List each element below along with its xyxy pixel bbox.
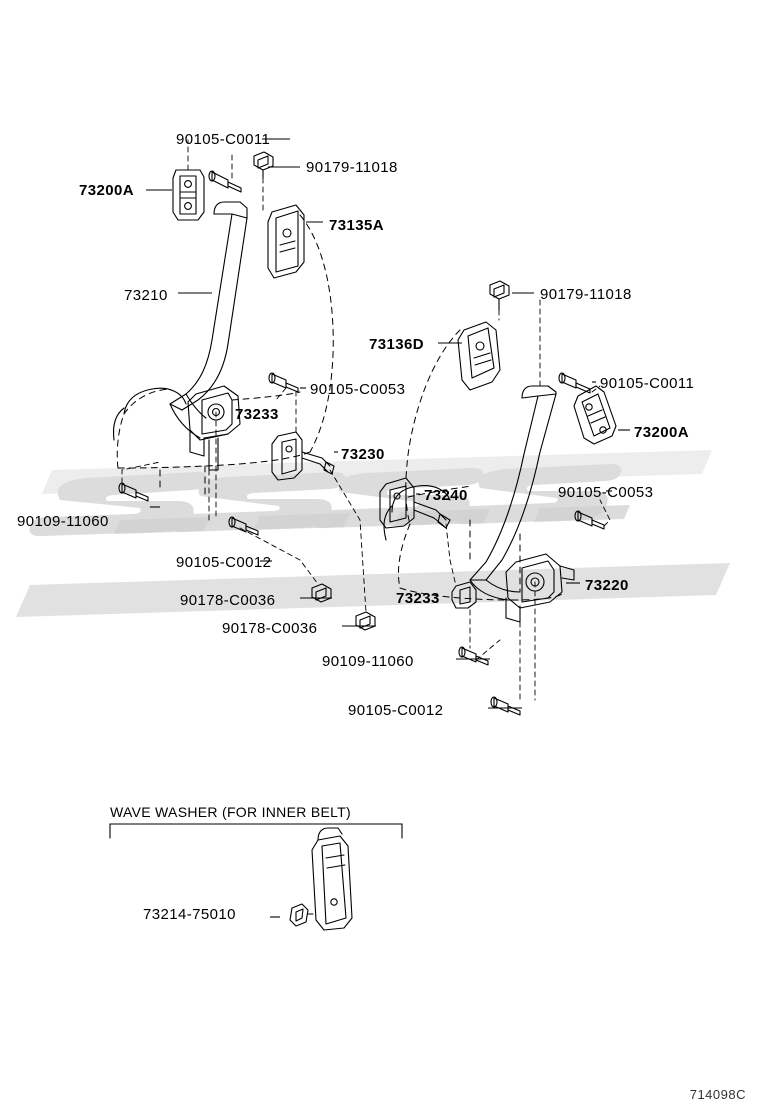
part-label-90179-11018-right: 90179-11018	[540, 286, 632, 303]
part-label-73220: 73220	[585, 577, 629, 594]
part-label-90178-c0036-a: 90178-C0036	[180, 592, 276, 609]
part-label-73136d: 73136D	[369, 336, 424, 353]
part-label-90109-11060-right: 90109-11060	[322, 653, 414, 670]
part-label-90105-c0053-right: 90105-C0053	[558, 484, 654, 501]
part-label-73200a-left: 73200A	[79, 182, 134, 199]
diagram-footer-code: 714098C	[689, 1087, 746, 1102]
part-label-90105-c0011-right: 90105-C0011	[600, 375, 695, 392]
part-label-73240: 73240	[424, 487, 468, 504]
part-label-90105-c0011-top: 90105-C0011	[176, 131, 271, 148]
wave-washer-section-title: WAVE WASHER (FOR INNER BELT)	[110, 804, 351, 820]
part-label-90109-11060-left: 90109-11060	[17, 513, 109, 530]
part-label-73233-upper: 73233	[235, 406, 279, 423]
part-label-90179-11018-top: 90179-11018	[306, 159, 398, 176]
part-label-90178-c0036-b: 90178-C0036	[222, 620, 318, 637]
part-label-90105-c0012-right: 90105-C0012	[348, 702, 444, 719]
part-label-73135a: 73135A	[329, 217, 384, 234]
part-label-73200a-right: 73200A	[634, 424, 689, 441]
part-label-73230: 73230	[341, 446, 385, 463]
part-label-73210: 73210	[124, 287, 168, 304]
part-label-90105-c0053-left: 90105-C0053	[310, 381, 406, 398]
part-label-73233-lower: 73233	[396, 590, 440, 607]
part-label-73214-75010: 73214-75010	[143, 906, 236, 923]
part-label-90105-c0012-left: 90105-C0012	[176, 554, 272, 571]
